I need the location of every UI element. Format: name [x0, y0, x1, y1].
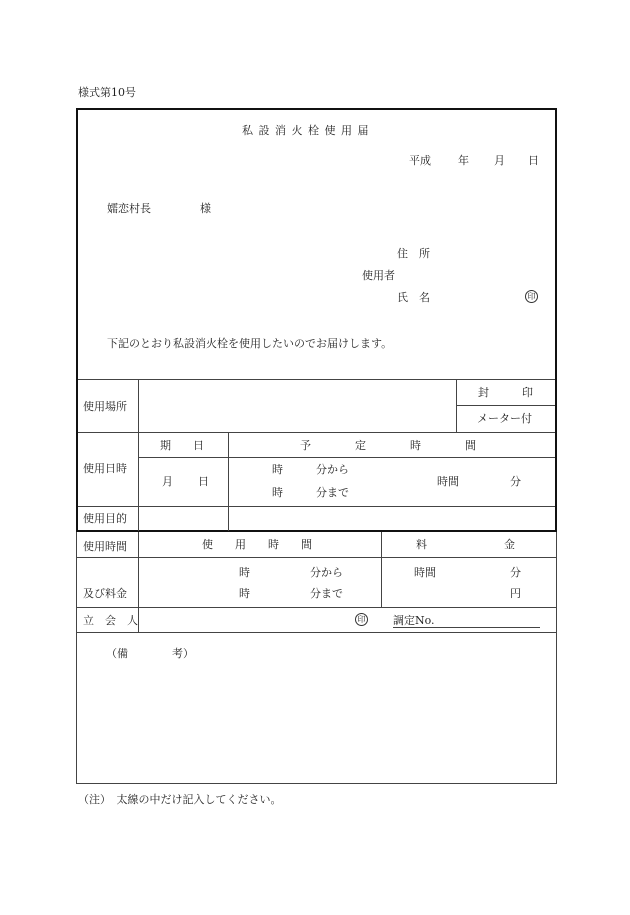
rule-datetime-header: [138, 457, 555, 458]
fee-minutes: 分: [510, 566, 521, 579]
lower-left: [76, 532, 77, 784]
date-era: 平成: [409, 154, 431, 167]
form-number: 様式第10号: [78, 86, 136, 99]
datetime-hour-from: 時: [272, 463, 283, 476]
fee-from: 分から: [310, 566, 343, 579]
fee-hour-from: 時: [239, 566, 250, 579]
frame-thick-bottom: [76, 530, 557, 532]
datetime-minutes: 分: [510, 475, 521, 488]
applicant-seal-icon: 印: [525, 290, 538, 303]
usage-datetime-label: 使用日時: [83, 462, 127, 475]
fee-hours: 時間: [414, 566, 436, 579]
frame-top: [76, 108, 557, 110]
check-number-label: 調定No.: [393, 614, 435, 627]
rule-datetime-top: [78, 432, 555, 433]
check-number-underline: [393, 627, 540, 628]
name-label: 氏 名: [397, 291, 430, 304]
rule-purpose-top: [78, 506, 555, 507]
date-day: 日: [528, 154, 539, 167]
time-fee-label-2: 及び料金: [83, 587, 127, 600]
addressee-name: 嬬恋村長: [107, 202, 151, 215]
lower-right: [556, 532, 557, 784]
date-year: 年: [458, 154, 469, 167]
frame-right: [555, 108, 557, 532]
body-text: 下記のとおり私設消火栓を使用したいのでお届けします。: [107, 337, 393, 350]
frame-left: [76, 108, 78, 532]
purpose-label: 使用目的: [83, 512, 127, 525]
rule-seal-column: [456, 379, 457, 432]
col-date-header: 期 日: [160, 439, 204, 452]
date-month: 月: [494, 154, 505, 167]
rule-label-column: [138, 379, 139, 531]
footnote: （注） 太線の中だけ記入してください。: [78, 793, 282, 806]
time-fee-label-1: 使用時間: [83, 540, 127, 553]
witness-seal-icon: 印: [355, 613, 368, 626]
fee-hour-until: 時: [239, 587, 250, 600]
rule-fee-column: [381, 532, 382, 607]
remarks-label: （備 考）: [106, 647, 194, 660]
datetime-from: 分から: [316, 463, 349, 476]
rule-place-top: [78, 379, 555, 380]
datetime-hour-until: 時: [272, 486, 283, 499]
datetime-hours: 時間: [437, 475, 459, 488]
rule-date-column: [228, 432, 229, 531]
datetime-until: 分まで: [316, 486, 349, 499]
col-usage-time-header: 使 用 時 間: [202, 538, 312, 551]
form-title: 私 設 消 火 栓 使 用 届: [242, 124, 370, 137]
rule-remarks-top: [76, 632, 557, 633]
fee-until: 分まで: [310, 587, 343, 600]
datetime-day: 日: [198, 475, 209, 488]
rule-witness-top: [76, 607, 557, 608]
rule-lower-label-column: [138, 532, 139, 632]
meter-label: メーター付: [477, 412, 532, 425]
fee-yen: 円: [510, 587, 521, 600]
user-label: 使用者: [362, 269, 395, 282]
usage-place-label: 使用場所: [83, 400, 127, 413]
seal-label: 封 印: [478, 386, 533, 399]
lower-bottom: [76, 783, 557, 784]
col-planned-header: 予 定 時 間: [300, 439, 476, 452]
witness-label: 立 会 人: [83, 614, 138, 627]
address-label: 住 所: [397, 247, 430, 260]
rule-fee-header: [76, 557, 557, 558]
rule-seal-meter: [456, 405, 555, 406]
addressee-honorific: 様: [200, 202, 211, 215]
col-fee-header: 料 金: [416, 538, 515, 551]
datetime-month: 月: [162, 475, 173, 488]
